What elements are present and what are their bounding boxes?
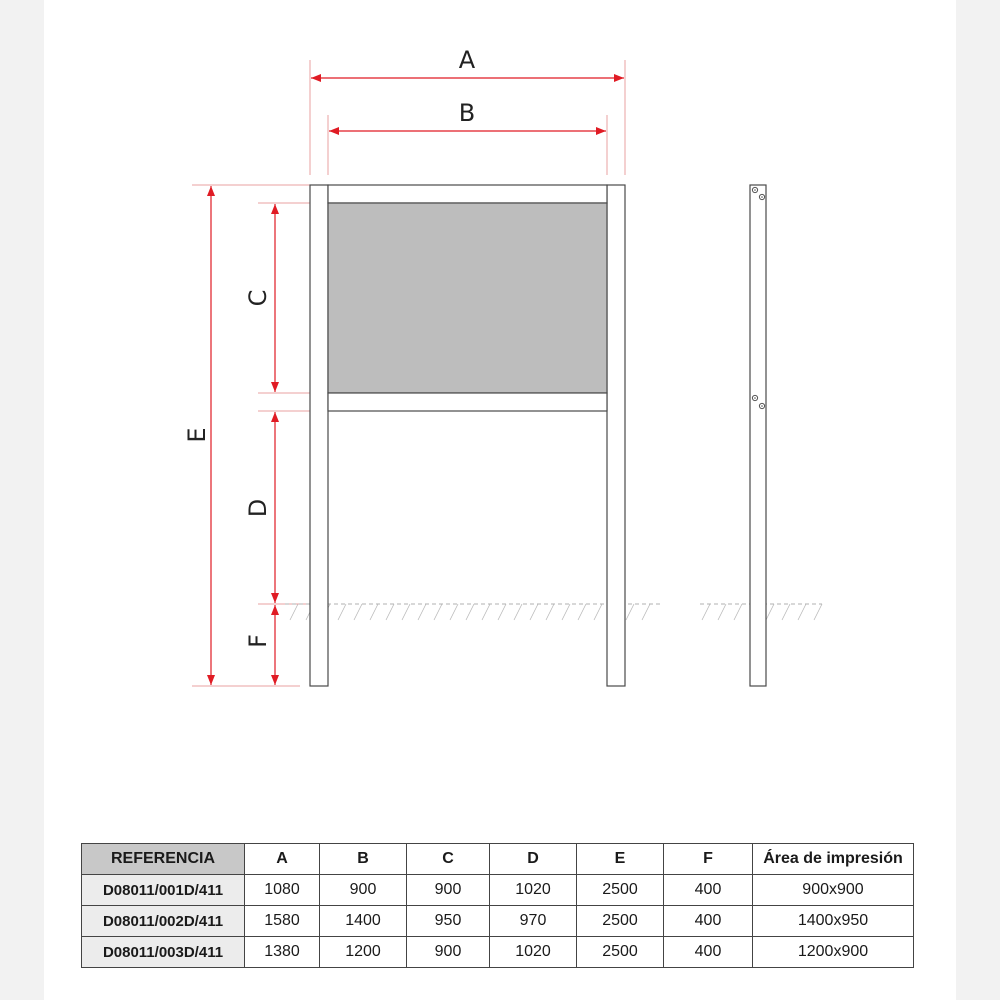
- ground-hatch-stroke: [562, 604, 570, 620]
- ground-hatch-stroke: [734, 604, 742, 620]
- cell-d: 1020: [490, 875, 577, 906]
- cell-c: 900: [407, 937, 490, 968]
- table-row: [82, 937, 914, 968]
- header-referencia: REFERENCIA: [82, 844, 245, 875]
- ground-hatch-stroke: [594, 604, 602, 620]
- print-panel: [328, 203, 607, 393]
- side-view: [750, 185, 766, 686]
- screw-icon-bottom-2: [759, 403, 764, 408]
- dimension-f: [244, 605, 275, 685]
- cell-b: 1400: [320, 906, 407, 937]
- dimension-d: [244, 412, 275, 603]
- header-c: C: [407, 844, 490, 875]
- cell-referencia: D08011/001D/411: [82, 875, 245, 906]
- cell-e: 2500: [577, 937, 664, 968]
- ground-hatch-stroke: [766, 604, 774, 620]
- cell-e: 2500: [577, 875, 664, 906]
- dimension-b-label: B: [458, 99, 476, 127]
- cell-d: 1020: [490, 937, 577, 968]
- ground-hatch-stroke: [418, 604, 426, 620]
- dimension-e: [183, 186, 211, 685]
- cell-b: 900: [320, 875, 407, 906]
- ground-hatch-stroke: [450, 604, 458, 620]
- header-e: E: [577, 844, 664, 875]
- ground-hatch-front-diagonals: [290, 604, 650, 620]
- cell-a: 1080: [245, 875, 320, 906]
- ground-hatch-stroke: [402, 604, 410, 620]
- header-d: D: [490, 844, 577, 875]
- bottom-rail: [328, 393, 607, 411]
- screw-icon-top-1: [752, 187, 757, 192]
- cell-b: 1200: [320, 937, 407, 968]
- ground-hatch-stroke: [386, 604, 394, 620]
- dimension-e-label: E: [183, 427, 211, 443]
- cell-referencia: D08011/003D/411: [82, 937, 245, 968]
- ground-hatch-stroke: [782, 604, 790, 620]
- ground-hatch-stroke: [626, 604, 634, 620]
- cell-e: 2500: [577, 906, 664, 937]
- ground-hatch-stroke: [482, 604, 490, 620]
- left-post: [310, 185, 328, 686]
- top-rail: [328, 185, 607, 203]
- ground-hatch-stroke: [290, 604, 298, 620]
- front-view: [310, 185, 625, 686]
- table-row: [82, 906, 914, 937]
- right-post: [607, 185, 625, 686]
- ground-hatch-stroke: [578, 604, 586, 620]
- screw-icon-bottom-1: [752, 395, 757, 400]
- cell-a: 1380: [245, 937, 320, 968]
- cell-area: 900x900: [753, 875, 914, 906]
- dimension-a-label: A: [458, 46, 476, 74]
- screw-icon-top-2: [759, 194, 764, 199]
- ground-hatch-stroke: [546, 604, 554, 620]
- ground-hatch-stroke: [514, 604, 522, 620]
- ground-hatch-stroke: [702, 604, 710, 620]
- ground-hatch-stroke: [642, 604, 650, 620]
- header-b: B: [320, 844, 407, 875]
- dimension-b: [329, 99, 606, 131]
- ground-hatch-stroke: [354, 604, 362, 620]
- dimension-c-label: C: [244, 289, 272, 307]
- table-header-row: [82, 844, 914, 875]
- header-area-impresion: Área de impresión: [753, 844, 914, 875]
- dimension-f-label: F: [244, 634, 272, 648]
- ground-hatch-stroke: [498, 604, 506, 620]
- cell-a: 1580: [245, 906, 320, 937]
- dimension-a: [311, 46, 624, 78]
- ground-hatch-stroke: [434, 604, 442, 620]
- dimension-d-label: D: [244, 498, 272, 518]
- cell-f: 400: [664, 875, 753, 906]
- reference-table: [81, 843, 914, 968]
- ground-hatch-stroke: [798, 604, 806, 620]
- cell-f: 400: [664, 906, 753, 937]
- table-row: [82, 875, 914, 906]
- cell-f: 400: [664, 937, 753, 968]
- cell-c: 950: [407, 906, 490, 937]
- side-post: [750, 185, 766, 686]
- cell-area: 1400x950: [753, 906, 914, 937]
- cell-d: 970: [490, 906, 577, 937]
- cell-area: 1200x900: [753, 937, 914, 968]
- ground-hatch-stroke: [814, 604, 822, 620]
- ground-hatch-stroke: [338, 604, 346, 620]
- cell-c: 900: [407, 875, 490, 906]
- ground-hatch-stroke: [718, 604, 726, 620]
- header-f: F: [664, 844, 753, 875]
- ground-hatch-stroke: [466, 604, 474, 620]
- cell-referencia: D08011/002D/411: [82, 906, 245, 937]
- header-a: A: [245, 844, 320, 875]
- ground-hatch-stroke: [530, 604, 538, 620]
- dimension-c: [244, 204, 275, 392]
- ground-hatch-stroke: [370, 604, 378, 620]
